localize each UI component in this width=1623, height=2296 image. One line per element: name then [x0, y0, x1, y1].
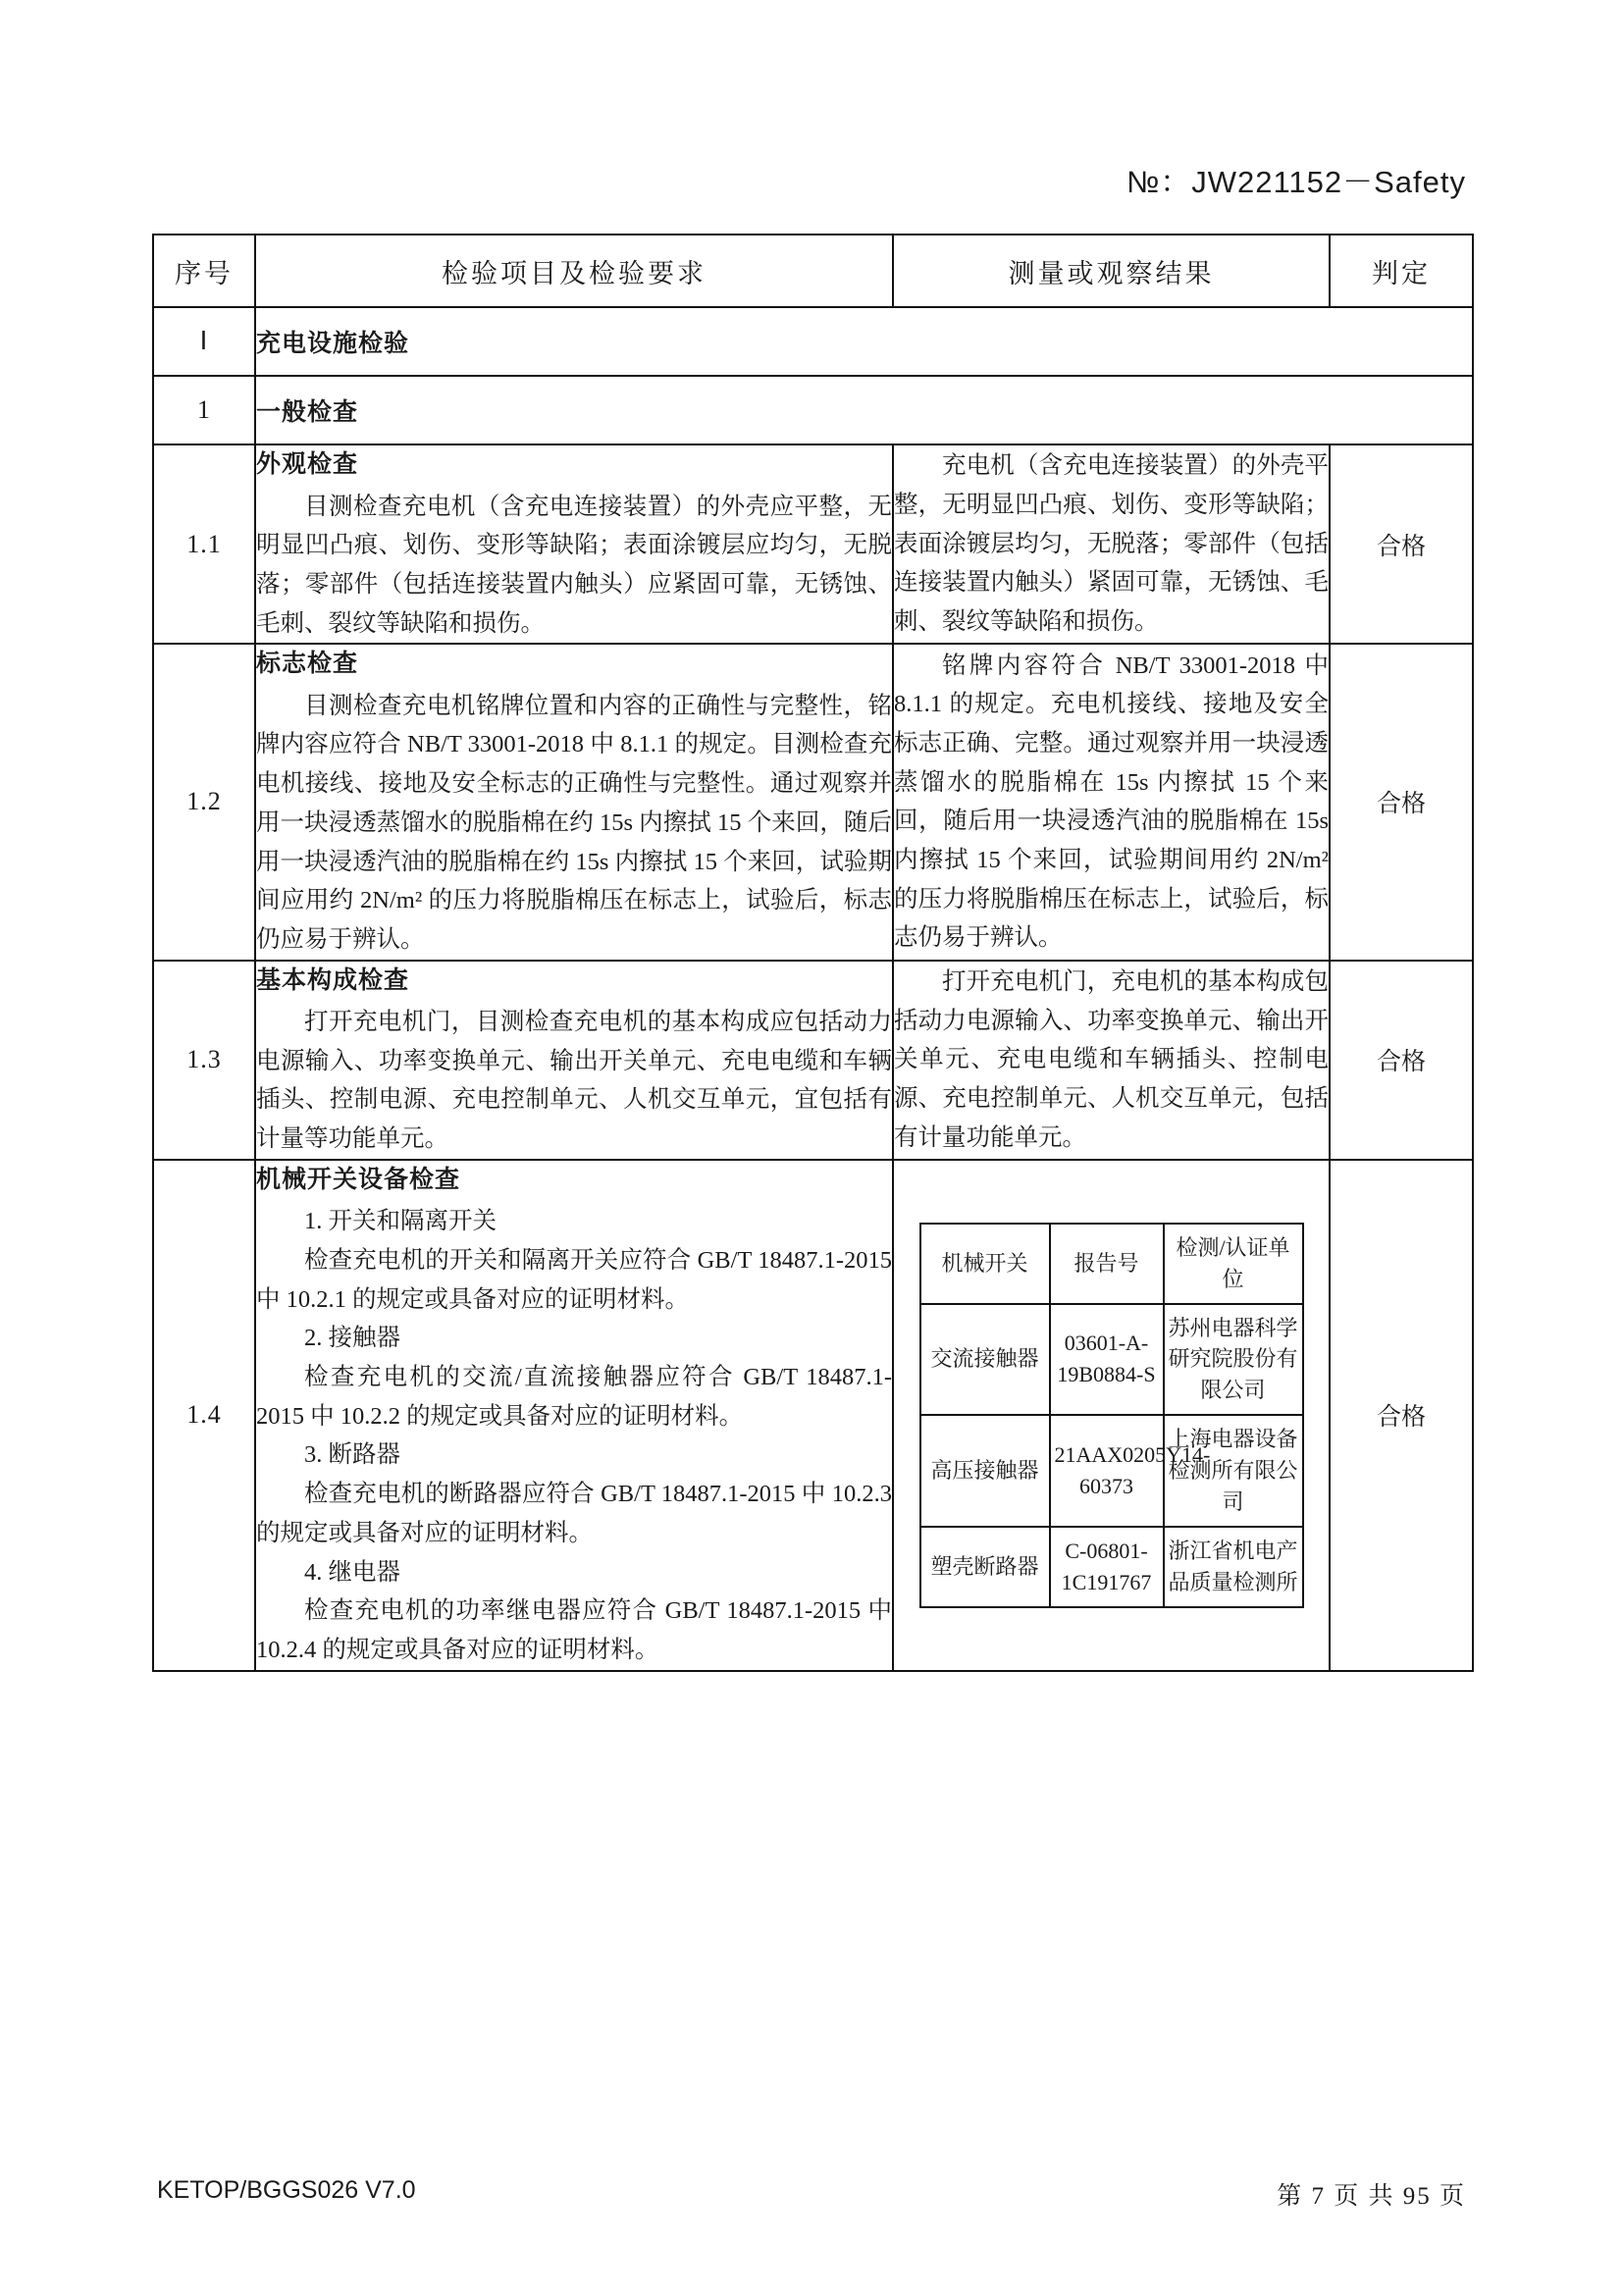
inner-row: [920, 1527, 1303, 1607]
row-item-paragraph: 检查充电机的功率继电器应符合 GB/T 18487.1-2015 中 10.2.4 的规定或具备对应的证明材料。: [256, 1597, 892, 1663]
row-item-paragraph: 1. 开关和隔离开关: [304, 1208, 497, 1235]
row-seq: 1.2: [153, 644, 255, 960]
inner-cell-org: 浙江省机电产品质量检测所: [1164, 1527, 1303, 1607]
inner-row: [920, 1415, 1303, 1527]
mechanical-switch-table: [919, 1223, 1304, 1608]
row-item-paragraph: 检查充电机的交流/直流接触器应符合 GB/T 18487.1-2015 中 10.2.2 的规定或具备对应的证明材料。: [256, 1364, 892, 1430]
inner-header-org: 检测/认证单位: [1164, 1224, 1303, 1304]
table-row: [153, 444, 1473, 644]
inspection-table: [152, 234, 1474, 1672]
inner-cell-report: C-06801-1C191767: [1050, 1527, 1164, 1607]
table-header-row: [153, 235, 1473, 307]
row-item-paragraph: 4. 继电器: [304, 1558, 400, 1586]
row-judge: 合格: [1330, 444, 1473, 644]
inner-cell-report: 03601-A-19B0884-S: [1050, 1304, 1164, 1416]
row-judge: 合格: [1330, 961, 1473, 1160]
inner-cell-report: 21AAX0205Y14-60373: [1050, 1415, 1164, 1527]
row-seq: 1.1: [153, 444, 255, 644]
header-seq: 序号: [153, 235, 255, 307]
row-item-cell: [255, 644, 893, 960]
inner-cell-org: 苏州电器科学研究院股份有限公司: [1164, 1304, 1303, 1416]
row-item-paragraph: 检查充电机的断路器应符合 GB/T 18487.1-2015 中 10.2.3 的规定或具备对应的证明材料。: [256, 1481, 892, 1546]
row-result-cell: [893, 1160, 1330, 1671]
document-number: №：JW221152－Safety: [1126, 165, 1466, 199]
inner-header-row: [920, 1224, 1303, 1304]
section-seq: Ⅰ: [153, 307, 255, 376]
row-item-paragraph: 3. 断路器: [304, 1441, 400, 1469]
section-title: 一般检查: [255, 376, 1473, 444]
footer-page-number: 第 7 页 共 95 页: [1277, 2183, 1466, 2210]
table-row: [153, 1160, 1473, 1671]
footer-form-code: KETOP/BGGS026 V7.0: [157, 2176, 416, 2204]
row-seq: 1.3: [153, 961, 255, 1160]
table-row: [153, 961, 1473, 1160]
row-item-title: 机械开关设备检查: [256, 1166, 461, 1193]
row-item-text: 打开充电机门，目测检查充电机的基本构成应包括动力电源输入、功率变换单元、输出开关单元、充电电缆和车辆插头、控制电源、充电控制单元、人机交互单元，宜包括有计量等功能单元。: [256, 1009, 892, 1153]
inner-cell-switch: 塑壳断路器: [920, 1527, 1050, 1607]
table-row: [153, 644, 1473, 960]
row-item-cell: [255, 961, 893, 1160]
row-result-cell: [893, 644, 1330, 960]
row-item-cell: [255, 444, 893, 644]
row-item-title: 基本构成检查: [256, 966, 410, 994]
row-result-text: 铭牌内容符合 NB/T 33001-2018 中 8.1.1 的规定。充电机接线、接地及安全标志正确、完整。通过观察并用一块浸透蒸馏水的脱脂棉在 15s 内擦拭 15 个来回，随后用一块浸透汽油的脱脂棉在 15s 内擦拭 15 个来回，试验期间用约 2N/m² 的压力将脱脂棉压在标志上，试验后，标志仍易于辨认。: [894, 652, 1329, 952]
row-item-text: 目测检查充电机铭牌位置和内容的正确性与完整性，铭牌内容应符合 NB/T 33001-2018 中 8.1.1 的规定。目测检查充电机接线、接地及安全标志的正确性与完整性。通过观察并用一块浸透蒸馏水的脱脂棉在约 15s 内擦拭 15 个来回，随后用一块浸透汽油的脱脂棉在约 15s 内擦拭 15 个来回，试验期间应用约 2N/m² 的压力将脱脂棉压在标志上，试验后，标志仍应易于辨认。: [256, 692, 892, 953]
header-judge: 判定: [1330, 235, 1473, 307]
inner-cell-switch: 高压接触器: [920, 1415, 1050, 1527]
inner-header-report: 报告号: [1050, 1224, 1164, 1304]
header-item: 检验项目及检验要求: [255, 235, 893, 307]
row-result-text: 打开充电机门，充电机的基本构成包括动力电源输入、功率变换单元、输出开关单元、充电电缆和车辆插头、控制电源、充电控制单元、人机交互单元，包括有计量功能单元。: [894, 967, 1329, 1151]
row-item-title: 标志检查: [256, 651, 359, 678]
row-result-cell: [893, 961, 1330, 1160]
inner-cell-switch: 交流接触器: [920, 1304, 1050, 1416]
row-result-text: 充电机（含充电连接装置）的外壳平整，无明显凹凸痕、划伤、变形等缺陷；表面涂镀层均匀，无脱落；零部件（包括连接装置内触头）紧固可靠，无锈蚀、毛刺、裂纹等缺陷和损伤。: [894, 452, 1329, 636]
row-item-cell: [255, 1160, 893, 1671]
inner-row: [920, 1304, 1303, 1416]
table-row: [153, 307, 1473, 376]
row-judge: 合格: [1330, 1160, 1473, 1671]
row-judge: 合格: [1330, 644, 1473, 960]
row-item-title: 外观检查: [256, 451, 359, 478]
row-seq: 1.4: [153, 1160, 255, 1671]
row-result-cell: [893, 444, 1330, 644]
section-title: 充电设施检验: [255, 307, 1473, 376]
table-row: [153, 376, 1473, 444]
inner-cell-org: 上海电器设备检测所有限公司: [1164, 1415, 1303, 1527]
row-item-paragraph: 检查充电机的开关和隔离开关应符合 GB/T 18487.1-2015 中 10.2.1 的规定或具备对应的证明材料。: [256, 1247, 892, 1313]
row-item-paragraph: 2. 接触器: [304, 1325, 400, 1352]
header-result: 测量或观察结果: [893, 235, 1330, 307]
section-seq: 1: [153, 376, 255, 444]
inner-header-switch: 机械开关: [920, 1224, 1050, 1304]
row-item-text: 目测检查充电机（含充电连接装置）的外壳应平整，无明显凹凸痕、划伤、变形等缺陷；表面涂镀层应均匀，无脱落；零部件（包括连接装置内触头）应紧固可靠，无锈蚀、毛刺、裂纹等缺陷和损伤。: [256, 493, 892, 637]
